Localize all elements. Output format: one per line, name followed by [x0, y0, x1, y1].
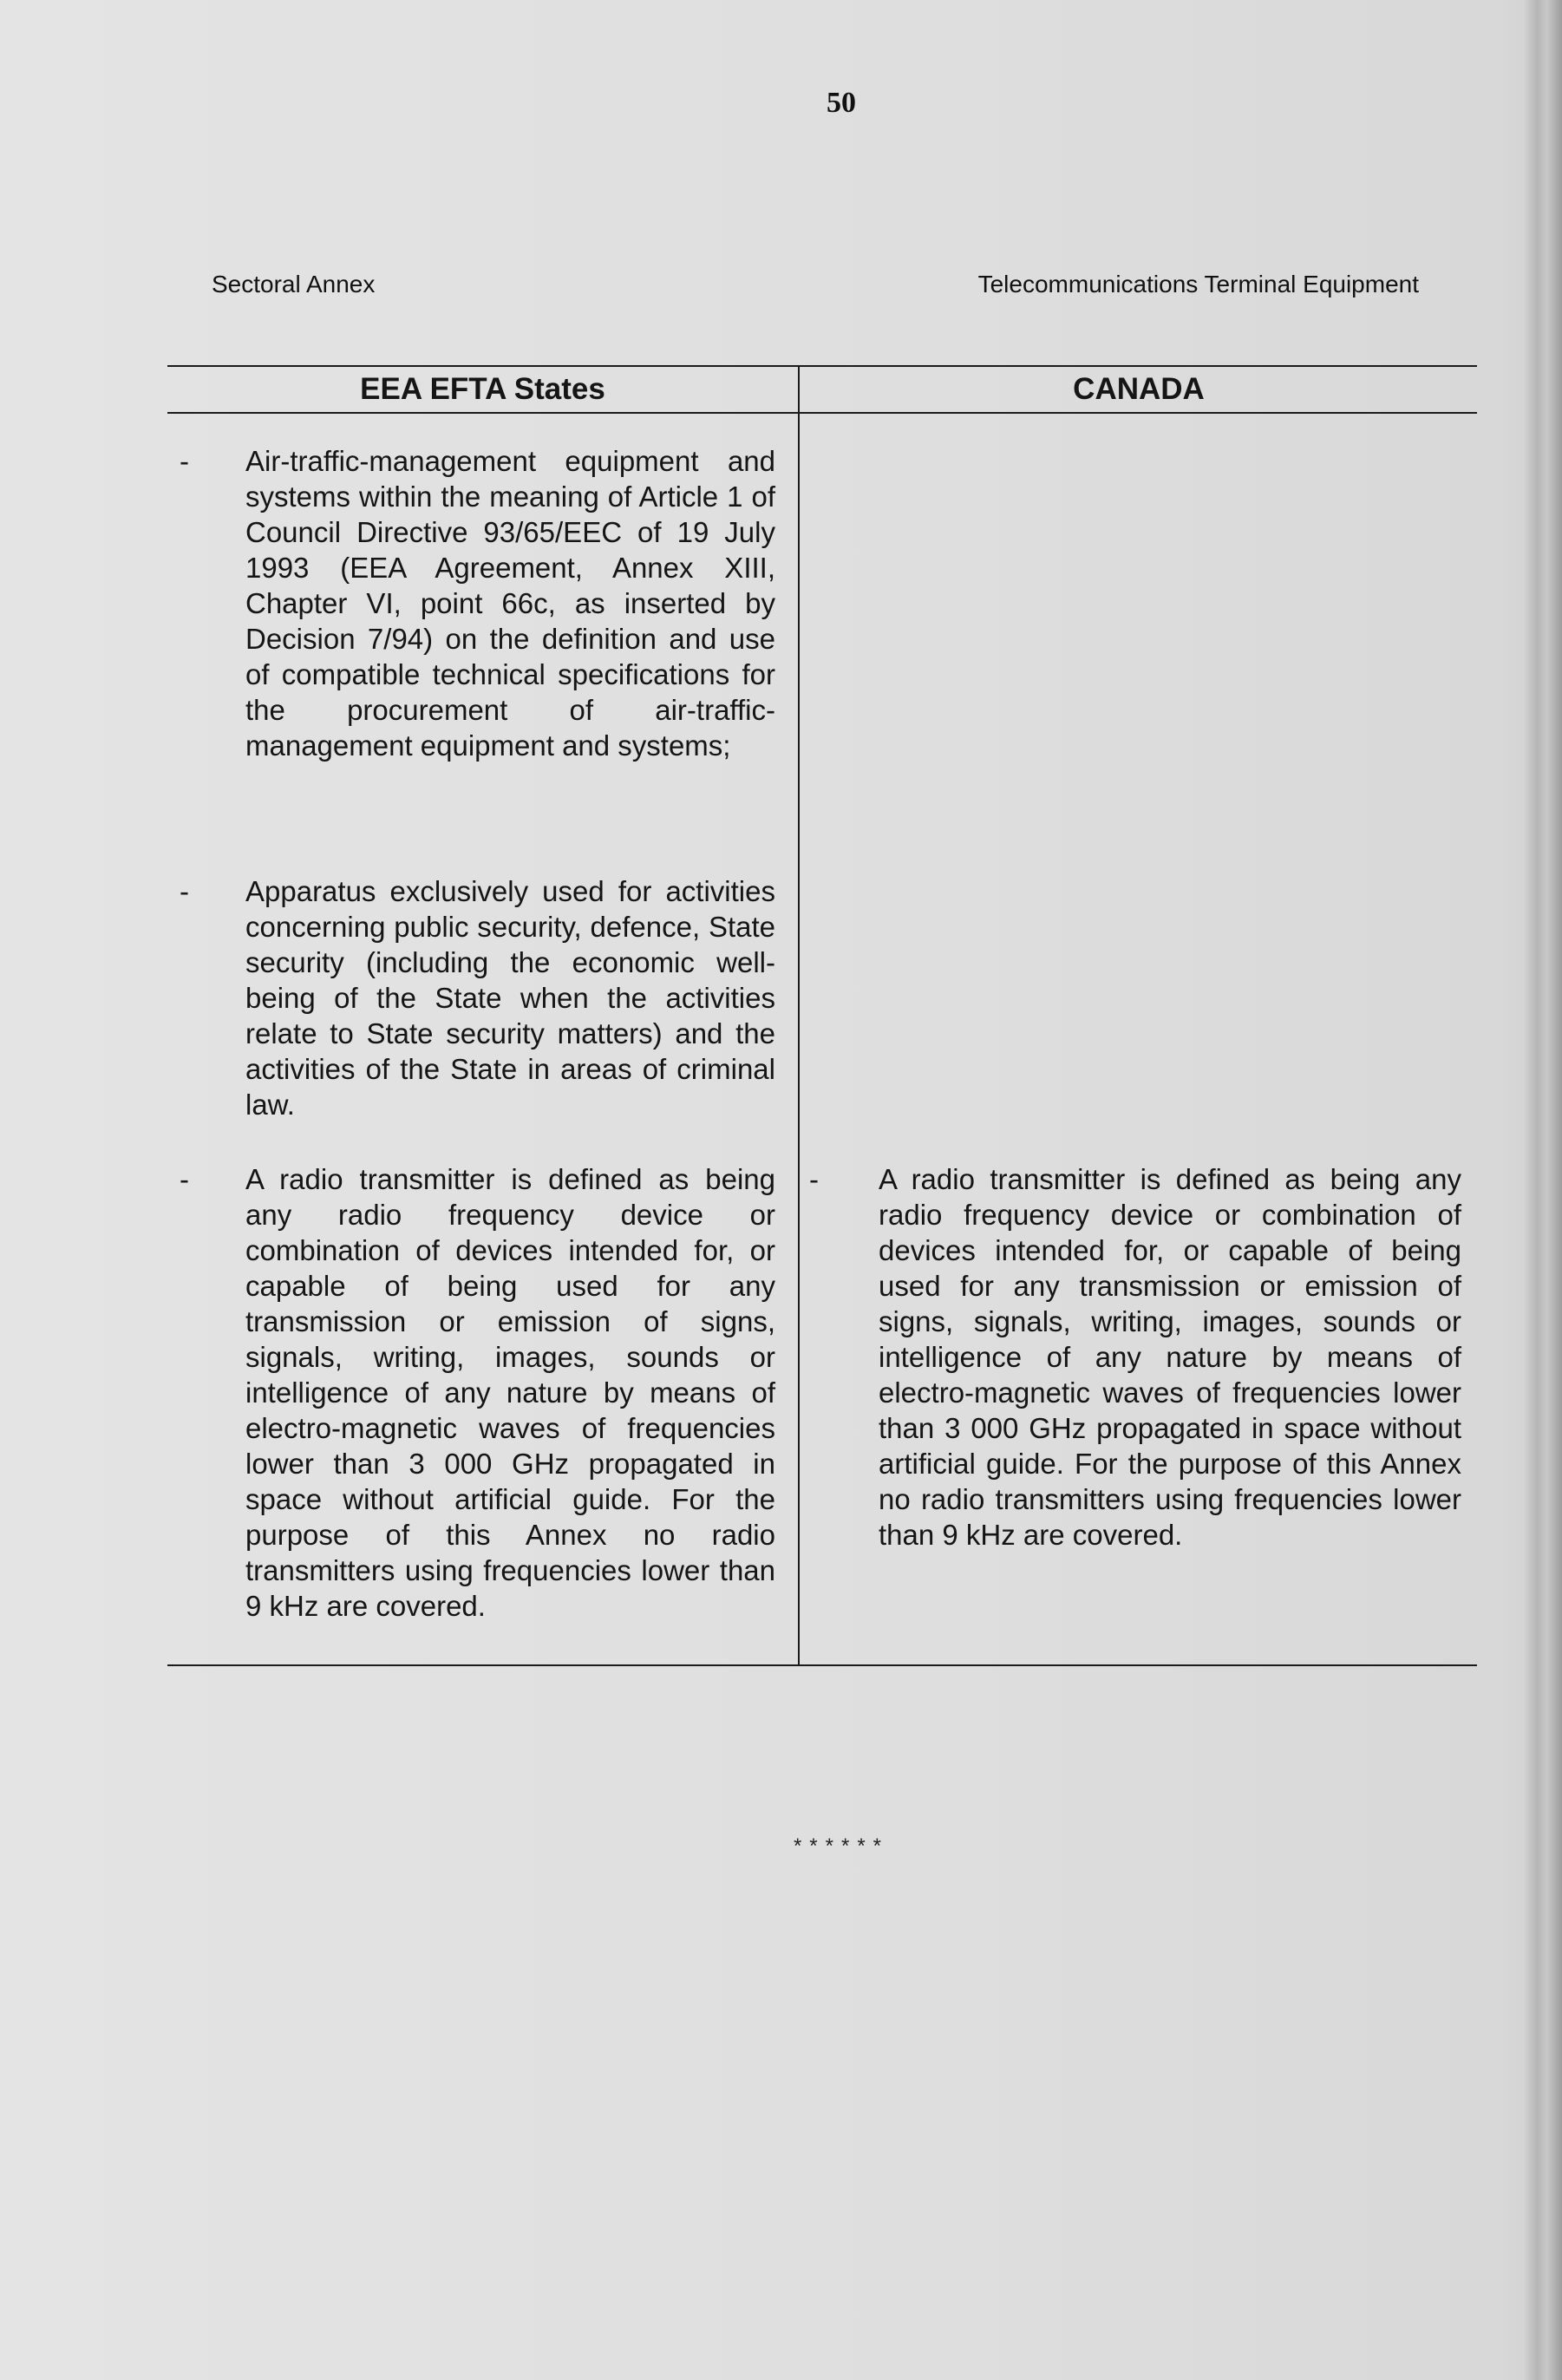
table-header-rule	[167, 412, 1477, 414]
table-top-rule	[167, 365, 1477, 367]
entry-text: A radio transmitter is defined as being any radio frequency device or combination of devices intended for, or capable of being used for any transmission or emission of signs, signals, writing, images, sounds or intelligence of any nature by means of electro-magnetic waves of frequencies lower than 3 000 GHz propagated in space without artificial guide. For the purpose of this Annex no radio transmitters using frequencies lower than 9 kHz are covered.	[245, 1163, 775, 1622]
list-dash: -	[809, 1163, 819, 1195]
list-dash: -	[180, 1163, 189, 1195]
list-dash: -	[180, 445, 189, 477]
page-number: 50	[827, 87, 856, 119]
list-item	[809, 1161, 1461, 1553]
list-item	[180, 873, 775, 1122]
page-edge-shadow	[1524, 0, 1562, 2380]
comparison-table	[167, 365, 1477, 1666]
entry-text: A radio transmitter is defined as being any radio frequency device or combination of devices intended for, or capable of being used for any transmission or emission of signs, signals, writing, images, sounds or intelligence of any nature by means of electro-magnetic waves of frequencies lower than 3 000 GHz propagated in space without artificial guide. For the purpose of this Annex no radio transmitters using frequencies lower than 9 kHz are covered.	[879, 1163, 1461, 1551]
list-item	[180, 443, 775, 763]
end-of-section-stars: ******	[793, 1834, 890, 1858]
table-bottom-rule	[167, 1664, 1477, 1666]
table-column-divider	[798, 365, 800, 1666]
column-header-canada: CANADA	[1073, 372, 1205, 406]
column-header-eea-efta: EEA EFTA States	[360, 372, 605, 406]
entry-text: Apparatus exclusively used for activities concerning public security, defence, State security (including the economic well-being of the State when the activities relate to State security matters) and the activities of the State in areas of criminal law.	[245, 875, 775, 1121]
entry-text: Air-traffic-management equipment and systems within the meaning of Article 1 of Council Directive 93/65/EEC of 19 July 1993 (EEA Agreement, Annex XIII, Chapter VI, point 66c, as inserted by Decision 7/94) on the definition and use of compatible technical specifications for the procurement of air-traffic-management equipment and systems;	[245, 445, 775, 762]
list-dash: -	[180, 875, 189, 907]
list-item	[180, 1161, 775, 1624]
header-section-title: Sectoral Annex	[212, 271, 376, 298]
header-annex-subject: Telecommunications Terminal Equipment	[977, 271, 1419, 298]
